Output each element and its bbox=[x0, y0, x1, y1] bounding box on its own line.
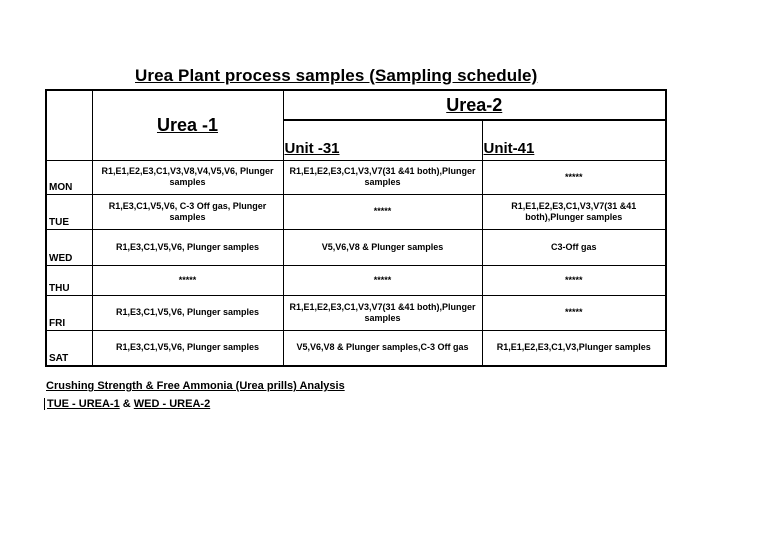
urea1-cell: R1,E3,C1,V5,V6, Plunger samples bbox=[92, 330, 283, 366]
analysis-heading: Crushing Strength & Free Ammonia (Urea prills) Analysis bbox=[46, 380, 345, 392]
analysis-schedule bbox=[44, 398, 210, 410]
header-unit-41: Unit-41 bbox=[482, 120, 666, 160]
day-cell: MON bbox=[46, 160, 92, 194]
unit31-cell: V5,V6,V8 & Plunger samples bbox=[283, 229, 482, 265]
day-cell: TUE bbox=[46, 194, 92, 229]
page-title: Urea Plant process samples (Sampling schedule) bbox=[135, 66, 538, 85]
header-unit-31: Unit -31 bbox=[283, 120, 482, 160]
day-cell: THU bbox=[46, 265, 92, 295]
urea1-cell: R1,E3,C1,V5,V6, Plunger samples bbox=[92, 295, 283, 330]
day-cell: WED bbox=[46, 229, 92, 265]
unit31-cell: R1,E1,E2,E3,C1,V3,V7(31 &41 both),Plunger samples bbox=[283, 160, 482, 194]
urea1-cell: R1,E1,E2,E3,C1,V3,V8,V4,V5,V6, Plunger samples bbox=[92, 160, 283, 194]
urea1-cell: R1,E3,C1,V5,V6, Plunger samples bbox=[92, 229, 283, 265]
unit31-cell: V5,V6,V8 & Plunger samples,C-3 Off gas bbox=[283, 330, 482, 366]
unit41-cell: R1,E1,E2,E3,C1,V3,Plunger samples bbox=[482, 330, 666, 366]
corner-cell bbox=[46, 90, 92, 160]
table-row bbox=[46, 330, 666, 366]
unit31-cell: R1,E1,E2,E3,C1,V3,V7(31 &41 both),Plunger samples bbox=[283, 295, 482, 330]
amp-separator: & bbox=[119, 398, 134, 410]
header-urea-1: Urea -1 bbox=[92, 90, 283, 160]
table-row bbox=[46, 265, 666, 295]
unit41-cell: ***** bbox=[482, 160, 666, 194]
tue-urea-1: TUE - UREA-1 bbox=[47, 398, 120, 410]
table-row bbox=[46, 229, 666, 265]
urea1-cell: R1,E3,C1,V5,V6, C-3 Off gas, Plunger samples bbox=[92, 194, 283, 229]
unit41-cell: R1,E1,E2,E3,C1,V3,V7(31 &41 both),Plunger samples bbox=[482, 194, 666, 229]
header-urea-2: Urea-2 bbox=[283, 90, 666, 120]
sampling-schedule-table bbox=[45, 89, 667, 367]
table-row bbox=[46, 160, 666, 194]
unit41-cell: ***** bbox=[482, 295, 666, 330]
unit41-cell: C3-Off gas bbox=[482, 229, 666, 265]
day-cell: SAT bbox=[46, 330, 92, 366]
table-row bbox=[46, 295, 666, 330]
unit41-cell: ***** bbox=[482, 265, 666, 295]
table-row bbox=[46, 194, 666, 229]
wed-urea-2: WED - UREA-2 bbox=[133, 398, 211, 410]
unit31-cell: ***** bbox=[283, 194, 482, 229]
day-cell: FRI bbox=[46, 295, 92, 330]
unit31-cell: ***** bbox=[283, 265, 482, 295]
urea1-cell: ***** bbox=[92, 265, 283, 295]
